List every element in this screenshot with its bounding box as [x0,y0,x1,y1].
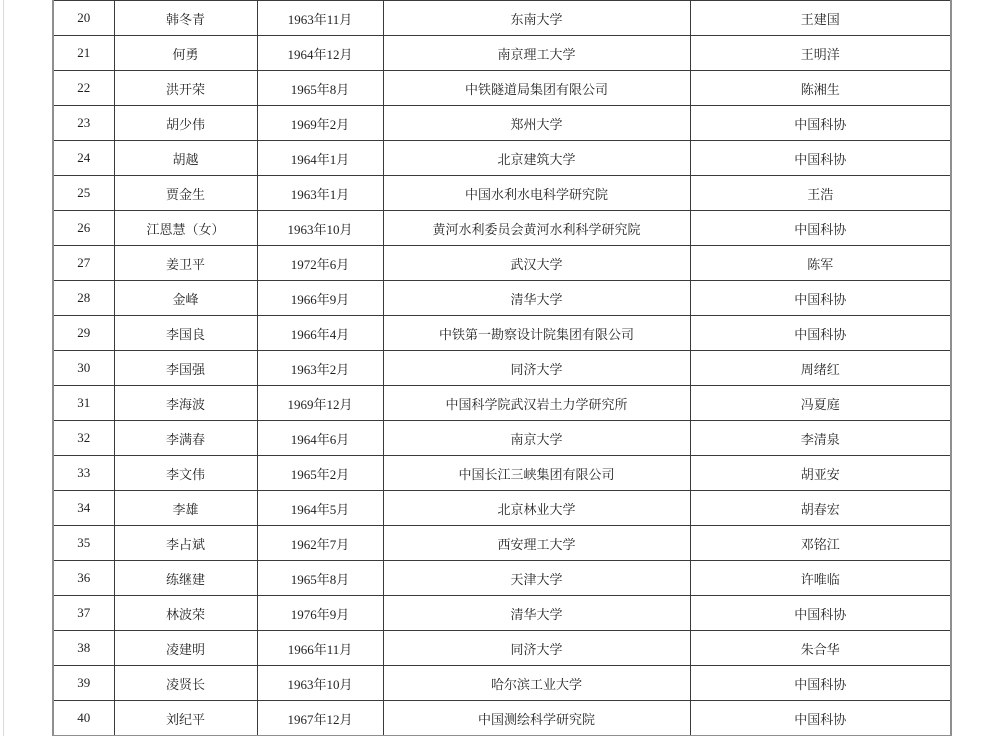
cell-serial-number: 23 [53,106,114,141]
table-row [53,246,951,281]
cell-organization: 清华大学 [383,281,690,316]
cell-serial-number: 21 [53,36,114,71]
cell-organization: 北京林业大学 [383,491,690,526]
cell-name: 何勇 [114,36,257,71]
cell-name: 林波荣 [114,596,257,631]
cell-name: 凌建明 [114,631,257,666]
cell-serial-number: 28 [53,281,114,316]
table-row [53,281,951,316]
cell-recommender: 中国科协 [690,281,951,316]
cell-birth-date: 1964年1月 [257,141,383,176]
table-row [53,211,951,246]
cell-serial-number: 24 [53,141,114,176]
cell-birth-date: 1962年7月 [257,526,383,561]
table-row [53,561,951,596]
cell-recommender: 陈军 [690,246,951,281]
table-row [53,386,951,421]
cell-recommender: 李清泉 [690,421,951,456]
cell-recommender: 中国科协 [690,316,951,351]
cell-recommender: 中国科协 [690,141,951,176]
cell-organization: 中国长江三峡集团有限公司 [383,456,690,491]
table-row [53,141,951,176]
cell-birth-date: 1969年2月 [257,106,383,141]
cell-serial-number: 32 [53,421,114,456]
cell-name: 胡少伟 [114,106,257,141]
cell-recommender: 许唯临 [690,561,951,596]
cell-organization: 郑州大学 [383,106,690,141]
cell-name: 李文伟 [114,456,257,491]
cell-birth-date: 1963年10月 [257,666,383,701]
cell-recommender: 胡亚安 [690,456,951,491]
cell-serial-number: 39 [53,666,114,701]
cell-organization: 中铁隧道局集团有限公司 [383,71,690,106]
cell-name: 洪开荣 [114,71,257,106]
cell-name: 李国强 [114,351,257,386]
cell-name: 李雄 [114,491,257,526]
cell-birth-date: 1964年12月 [257,36,383,71]
cell-serial-number: 25 [53,176,114,211]
cell-birth-date: 1963年2月 [257,351,383,386]
cell-recommender: 朱合华 [690,631,951,666]
cell-name: 李占斌 [114,526,257,561]
cell-birth-date: 1976年9月 [257,596,383,631]
table-row [53,71,951,106]
cell-recommender: 王明洋 [690,36,951,71]
cell-birth-date: 1966年4月 [257,316,383,351]
cell-serial-number: 26 [53,211,114,246]
cell-organization: 天津大学 [383,561,690,596]
cell-name: 金峰 [114,281,257,316]
cell-recommender: 陈湘生 [690,71,951,106]
table-row [53,36,951,71]
cell-serial-number: 35 [53,526,114,561]
cell-birth-date: 1965年8月 [257,71,383,106]
cell-name: 江恩慧（女） [114,211,257,246]
cell-serial-number: 22 [53,71,114,106]
cell-birth-date: 1965年8月 [257,561,383,596]
cell-serial-number: 33 [53,456,114,491]
cell-birth-date: 1969年12月 [257,386,383,421]
table-row [53,596,951,631]
cell-name: 韩冬青 [114,1,257,36]
table-row [53,666,951,701]
cell-birth-date: 1964年5月 [257,491,383,526]
page-edge-line [3,0,4,736]
candidate-table [52,0,952,736]
cell-serial-number: 30 [53,351,114,386]
candidate-table-body [53,1,951,736]
cell-organization: 南京理工大学 [383,36,690,71]
cell-name: 李满春 [114,421,257,456]
cell-organization: 北京建筑大学 [383,141,690,176]
cell-birth-date: 1972年6月 [257,246,383,281]
table-row [53,456,951,491]
cell-serial-number: 40 [53,701,114,736]
cell-organization: 武汉大学 [383,246,690,281]
cell-name: 李海波 [114,386,257,421]
cell-name: 练继建 [114,561,257,596]
table-row [53,631,951,666]
cell-recommender: 中国科协 [690,211,951,246]
cell-organization: 清华大学 [383,596,690,631]
cell-serial-number: 27 [53,246,114,281]
cell-birth-date: 1963年1月 [257,176,383,211]
table-row [53,176,951,211]
cell-organization: 哈尔滨工业大学 [383,666,690,701]
cell-organization: 中铁第一勘察设计院集团有限公司 [383,316,690,351]
cell-organization: 东南大学 [383,1,690,36]
cell-birth-date: 1963年11月 [257,1,383,36]
cell-organization: 中国科学院武汉岩土力学研究所 [383,386,690,421]
cell-recommender: 中国科协 [690,701,951,736]
cell-serial-number: 34 [53,491,114,526]
table-row [53,1,951,36]
table-row [53,351,951,386]
cell-recommender: 中国科协 [690,666,951,701]
cell-serial-number: 29 [53,316,114,351]
cell-serial-number: 36 [53,561,114,596]
table-row [53,421,951,456]
cell-organization: 中国测绘科学研究院 [383,701,690,736]
cell-birth-date: 1965年2月 [257,456,383,491]
cell-recommender: 王建国 [690,1,951,36]
cell-serial-number: 37 [53,596,114,631]
cell-name: 李国良 [114,316,257,351]
cell-serial-number: 38 [53,631,114,666]
cell-birth-date: 1966年11月 [257,631,383,666]
cell-name: 凌贤长 [114,666,257,701]
cell-organization: 同济大学 [383,351,690,386]
cell-recommender: 王浩 [690,176,951,211]
cell-birth-date: 1963年10月 [257,211,383,246]
cell-serial-number: 31 [53,386,114,421]
cell-recommender: 胡春宏 [690,491,951,526]
cell-birth-date: 1966年9月 [257,281,383,316]
cell-organization: 同济大学 [383,631,690,666]
cell-recommender: 冯夏庭 [690,386,951,421]
table-row [53,316,951,351]
cell-serial-number: 20 [53,1,114,36]
cell-recommender: 中国科协 [690,596,951,631]
table-row [53,491,951,526]
cell-organization: 中国水利水电科学研究院 [383,176,690,211]
cell-birth-date: 1967年12月 [257,701,383,736]
cell-recommender: 中国科协 [690,106,951,141]
table-row [53,701,951,736]
cell-name: 贾金生 [114,176,257,211]
table-row [53,526,951,561]
cell-name: 姜卫平 [114,246,257,281]
cell-birth-date: 1964年6月 [257,421,383,456]
cell-recommender: 邓铭江 [690,526,951,561]
table-row [53,106,951,141]
cell-recommender: 周绪红 [690,351,951,386]
cell-name: 刘纪平 [114,701,257,736]
cell-organization: 黄河水利委员会黄河水利科学研究院 [383,211,690,246]
cell-organization: 南京大学 [383,421,690,456]
cell-name: 胡越 [114,141,257,176]
cell-organization: 西安理工大学 [383,526,690,561]
